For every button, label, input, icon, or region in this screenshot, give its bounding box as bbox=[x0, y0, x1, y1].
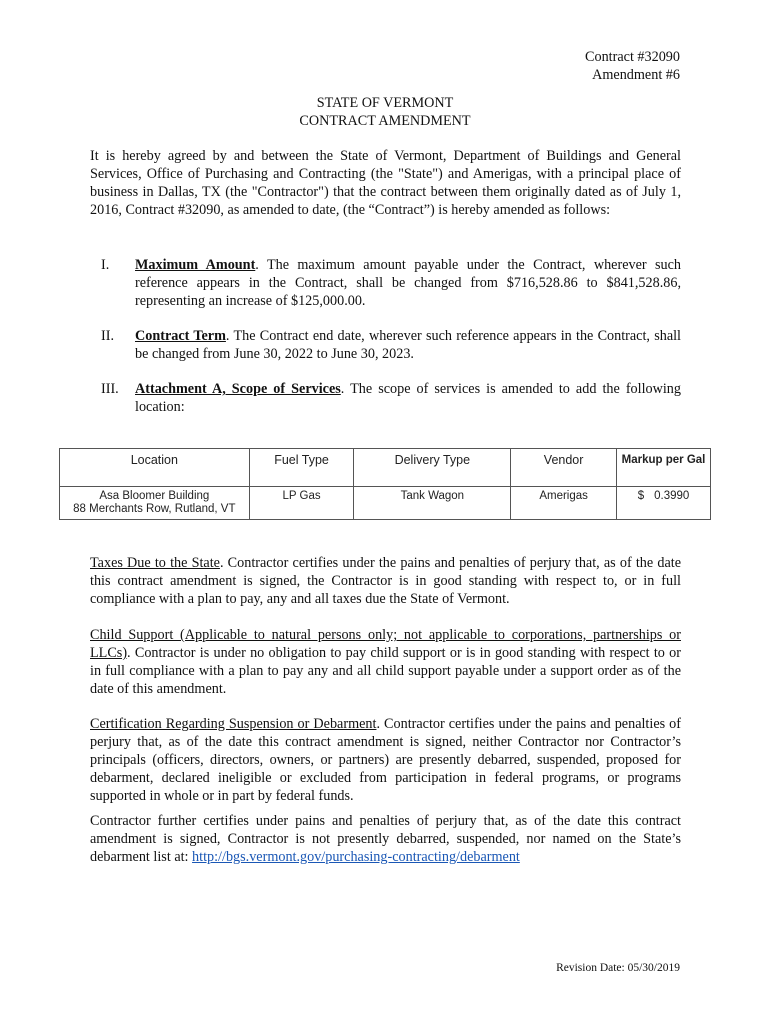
amendment-item-2 bbox=[90, 327, 681, 363]
debarment-paragraph bbox=[90, 715, 681, 805]
taxes-paragraph bbox=[90, 554, 681, 608]
amendment-item-3 bbox=[90, 380, 681, 416]
cell-fuel-type: LP Gas bbox=[249, 487, 354, 520]
cell-markup bbox=[617, 487, 711, 520]
amendment-item-1 bbox=[90, 256, 681, 310]
taxes-text: . Contractor certifies under the pains and penalties of perjury that, as of the date this contract amendment is signed, the Contractor is in good standing with respect to, or in full compliance with a plan to pay, any and all taxes due the State of Vermont. bbox=[90, 555, 681, 607]
header-location: Location bbox=[60, 449, 250, 487]
title-line-1: STATE OF VERMONT bbox=[316, 95, 454, 111]
table-row bbox=[60, 487, 711, 520]
location-address: 88 Merchants Row, Rutland, VT bbox=[73, 503, 236, 515]
further-certification-paragraph bbox=[90, 812, 681, 866]
header-vendor: Vendor bbox=[511, 449, 617, 487]
markup-currency: $ bbox=[637, 490, 645, 502]
header-delivery-type: Delivery Type bbox=[354, 449, 511, 487]
child-support-heading: Child Support (Applicable to natural persons only; not applicable to corporations, partnerships or LLCs) bbox=[90, 627, 681, 661]
debarment-heading: Certification Regarding Suspension or Debarment bbox=[90, 716, 377, 732]
intro-paragraph: It is hereby agreed by and between the State of Vermont, Department of Buildings and General Services, Office of Purchasing and Contracting (the "State") and Amerigas, with a principal place of business in Dallas, TX (the "Contractor") that the contract between them originally dated as of July 1, 2016, Contract #32090, as amended to date, (the “Contract”) is hereby amended as follows: bbox=[90, 148, 681, 218]
item-heading: Attachment A, Scope of Services bbox=[135, 381, 341, 397]
item-text: . The Contract end date, wherever such reference appears in the Contract, shall be changed from June 30, 2022 to June 30, 2023. bbox=[135, 328, 682, 362]
item-numeral: III. bbox=[101, 381, 119, 397]
document-title bbox=[0, 94, 770, 130]
title-line-2: CONTRACT AMENDMENT bbox=[299, 113, 471, 129]
item-text: . The scope of services is amended to add the following location: bbox=[135, 381, 681, 415]
amendment-number: Amendment #6 bbox=[592, 67, 680, 83]
contract-header bbox=[585, 48, 680, 84]
revision-date: Revision Date: 05/30/2019 bbox=[556, 962, 680, 974]
location-table bbox=[59, 448, 711, 520]
item-body bbox=[135, 327, 681, 363]
table-header-row bbox=[60, 449, 711, 487]
item-text: . The maximum amount payable under the Contract, wherever such reference appears in the Contract, shall be changed from $716,528.86 to $841,528.86, representing an increase of $125,000.00. bbox=[135, 257, 681, 309]
cell-delivery-type: Tank Wagon bbox=[354, 487, 511, 520]
taxes-heading: Taxes Due to the State bbox=[90, 555, 220, 571]
further-text: Contractor further certifies under pains and penalties of perjury that, as of the date this contract amendment is signed, Contractor is not presently debarred, suspended, nor named on the State’s debarment list at: bbox=[90, 813, 681, 865]
item-body bbox=[135, 380, 681, 416]
markup-value: 0.3990 bbox=[654, 490, 690, 502]
header-fuel-type: Fuel Type bbox=[249, 449, 354, 487]
item-numeral: I. bbox=[101, 257, 110, 273]
child-support-paragraph bbox=[90, 626, 681, 698]
cell-location bbox=[60, 487, 250, 520]
child-support-text: . Contractor is under no obligation to pay child support or is in good standing with respect to or in full compliance with a plan to pay any and all child support payable under a support order as of the date of this amendment. bbox=[90, 645, 681, 697]
header-markup: Markup per Gal bbox=[617, 449, 711, 487]
cell-vendor: Amerigas bbox=[511, 487, 617, 520]
item-body bbox=[135, 256, 681, 310]
debarment-text: . Contractor certifies under the pains and penalties of perjury that, as of the date this contract amendment is signed, neither Contractor nor Contractor’s principals (officers, directors, owners, or partners) are presently debarred, suspended, proposed for debarment, declared ineligible or excluded from participation in federal programs, or programs supported in whole or in part by federal funds. bbox=[90, 716, 681, 804]
debarment-list-link[interactable]: http://bgs.vermont.gov/purchasing-contracting/debarment bbox=[192, 849, 520, 865]
item-numeral: II. bbox=[101, 328, 114, 344]
contract-number: Contract #32090 bbox=[585, 49, 680, 65]
item-heading: Contract Term bbox=[135, 328, 226, 344]
item-heading: Maximum Amount bbox=[135, 257, 256, 273]
location-building: Asa Bloomer Building bbox=[99, 490, 210, 502]
